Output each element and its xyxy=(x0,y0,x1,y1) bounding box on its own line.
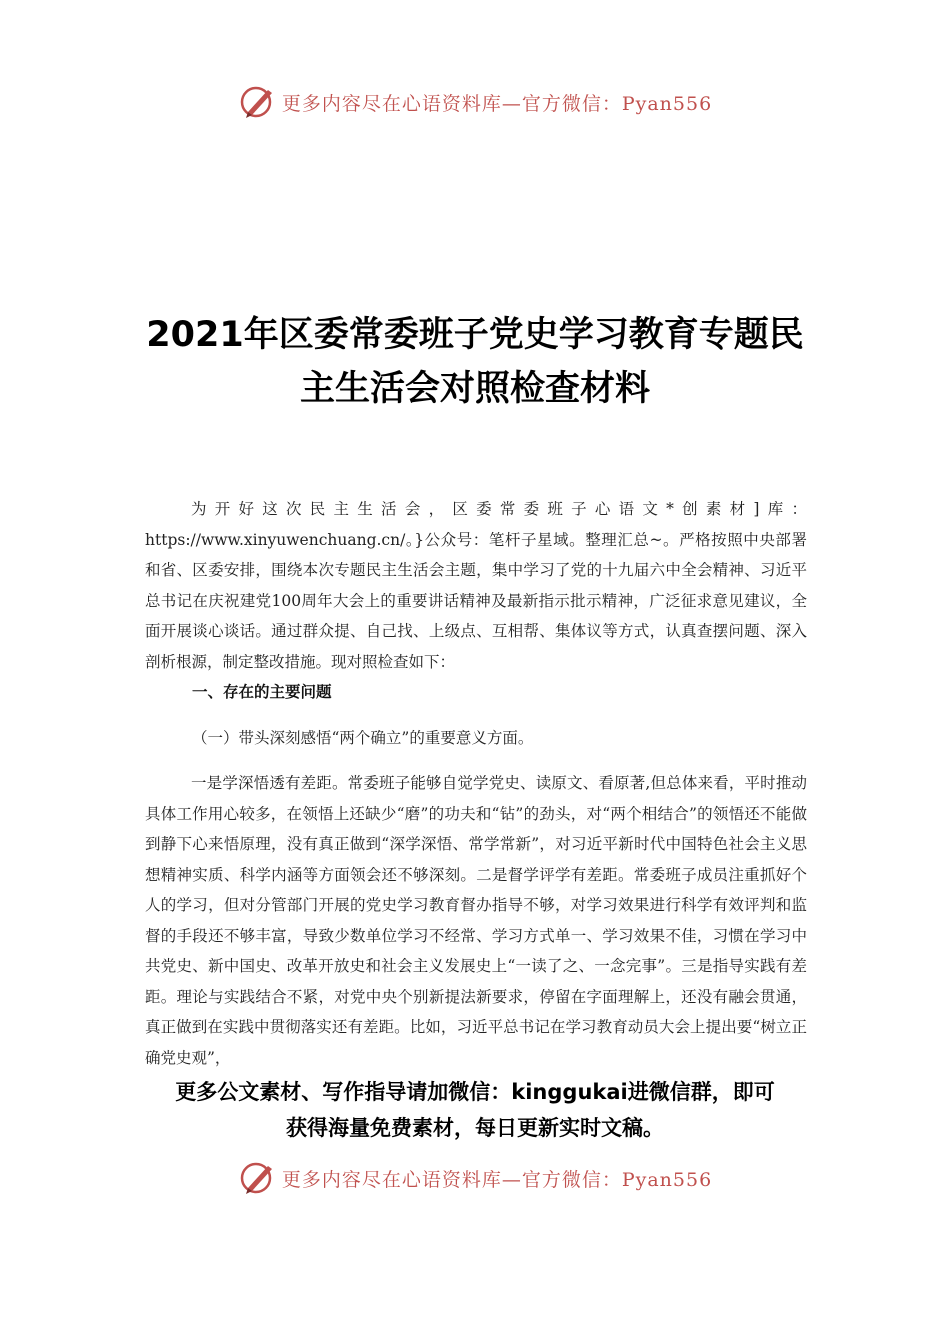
title-line-1: 2021年区委常委班子党史学习教育专题民 xyxy=(146,315,804,355)
pen-logo-icon xyxy=(238,1158,278,1198)
promo-notice xyxy=(120,1074,830,1146)
title-line-2: 主生活会对照检查材料 xyxy=(299,369,650,409)
promo-line-1: 更多公文素材、写作指导请加微信：kinggukai进微信群，即可 xyxy=(175,1080,775,1104)
footer-banner-text: 更多内容尽在心语资料库—官方微信：Pyan556 xyxy=(281,1168,713,1191)
document-title xyxy=(120,308,830,416)
pen-logo-icon xyxy=(238,82,278,122)
intro-paragraph: 为开好这次民主生活会，区委常委班子心语文*创素材]库：https://www.xinyuwenchuang.cn/。}公众号：笔杆子星域。整理汇总~。严格按照中央部署和省、区委安排，围绕本次专题民主生活会主题，集中学习了党的十九届六中全会精神、习近平总书记在庆祝建党100周年大会上的重要讲话精神及最新指示批示精神，广泛征求意见建议，全面开展谈心谈话。通过群众提、自己找、上级点、互相帮、集体议等方式，认真查摆问题、深入剖析根源，制定整改措施。现对照检查如下： xyxy=(145,500,807,671)
section-heading: 一、存在的主要问题 xyxy=(192,683,332,701)
header-banner-text: 更多内容尽在心语资料库—官方微信：Pyan556 xyxy=(281,92,713,115)
promo-line-2: 获得海量免费素材，每日更新实时文稿。 xyxy=(286,1116,664,1140)
header-banner xyxy=(0,82,950,122)
subsection-heading: （一）带头深刻感悟“两个确立”的重要意义方面。 xyxy=(192,729,534,747)
body-paragraph: 一是学深悟透有差距。常委班子能够自觉学党史、读原文、看原著,但总体来看，平时推动具体工作用心较多，在领悟上还缺少“磨”的功夫和“钻”的劲头，对“两个相结合”的领悟还不能做到静下心来悟原理，没有真正做到“深学深悟、常学常新”，对习近平新时代中国特色社会主义思想精神实质、科学内涵等方面领会还不够深刻。二是督学评学有差距。常委班子成员注重抓好个人的学习，但对分管部门开展的党史学习教育督办指导不够，对学习效果进行科学有效评判和监督的手段还不够丰富，导致少数单位学习不经常、学习方式单一、学习效果不佳，习惯在学习中共党史、新中国史、改革开放史和社会主义发展史上“一读了之、一念完事”。三是指导实践有差距。理论与实践结合不紧，对党中央个别新提法新要求，停留在字面理解上，还没有融会贯通，真正做到在实践中贯彻落实还有差距。比如，习近平总书记在学习教育动员大会上提出要“树立正确党史观”， xyxy=(145,774,807,1067)
footer-banner xyxy=(0,1158,950,1198)
